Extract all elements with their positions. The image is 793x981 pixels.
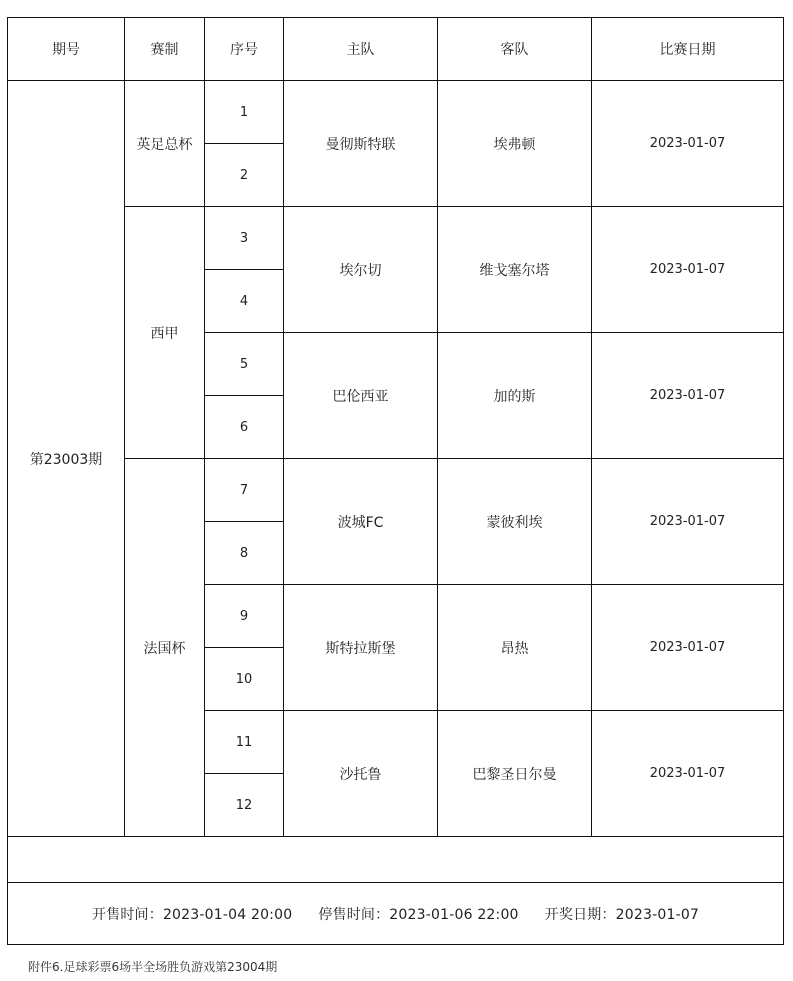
seq-cell: 4 xyxy=(205,270,284,333)
header-date: 比赛日期 xyxy=(592,18,784,81)
header-away: 客队 xyxy=(438,18,592,81)
home-team-cell: 曼彻斯特联 xyxy=(284,81,438,207)
seq-cell: 7 xyxy=(205,459,284,522)
away-team-cell: 蒙彼利埃 xyxy=(438,459,592,585)
competition-cell: 法国杯 xyxy=(125,459,205,837)
match-date-cell: 2023-01-07 xyxy=(592,333,784,459)
sale-info-cell xyxy=(8,883,784,945)
home-team-cell: 沙托鲁 xyxy=(284,711,438,837)
match-date-cell: 2023-01-07 xyxy=(592,711,784,837)
match-date-cell: 2023-01-07 xyxy=(592,585,784,711)
table-row xyxy=(8,207,784,270)
period-value: 第23003期 xyxy=(8,81,125,837)
away-team-cell: 昂热 xyxy=(438,585,592,711)
match-date-cell: 2023-01-07 xyxy=(592,207,784,333)
seq-cell: 1 xyxy=(205,81,284,144)
seq-cell: 8 xyxy=(205,522,284,585)
header-row xyxy=(8,18,784,81)
seq-cell: 2 xyxy=(205,144,284,207)
match-date-cell: 2023-01-07 xyxy=(592,459,784,585)
home-team-cell: 波城FC xyxy=(284,459,438,585)
header-seq: 序号 xyxy=(205,18,284,81)
seq-cell: 11 xyxy=(205,711,284,774)
sale-start-time: 开售时间：2023-01-04 20:00 xyxy=(91,906,293,923)
seq-cell: 10 xyxy=(205,648,284,711)
blank-cell xyxy=(8,837,784,883)
competition-cell: 西甲 xyxy=(125,207,205,459)
away-team-cell: 加的斯 xyxy=(438,333,592,459)
draw-date: 开奖日期：2023-01-07 xyxy=(544,906,700,923)
competition-cell: 英足总杯 xyxy=(125,81,205,207)
seq-cell: 5 xyxy=(205,333,284,396)
table-row xyxy=(8,81,784,144)
home-team-cell: 巴伦西亚 xyxy=(284,333,438,459)
sale-info-line xyxy=(92,907,699,923)
seq-cell: 6 xyxy=(205,396,284,459)
away-team-cell: 维戈塞尔塔 xyxy=(438,207,592,333)
sale-stop-time: 停售时间：2023-01-06 22:00 xyxy=(318,906,519,923)
footnote: 附件6.足球彩票6场半全场胜负游戏第23004期 xyxy=(28,960,278,974)
home-team-cell: 斯特拉斯堡 xyxy=(284,585,438,711)
seq-cell: 12 xyxy=(205,774,284,837)
header-competition: 赛制 xyxy=(125,18,205,81)
seq-cell: 9 xyxy=(205,585,284,648)
blank-row xyxy=(8,837,784,883)
seq-cell: 3 xyxy=(205,207,284,270)
table-row xyxy=(8,459,784,522)
match-date-cell: 2023-01-07 xyxy=(592,81,784,207)
sale-info-row xyxy=(8,883,784,945)
header-home: 主队 xyxy=(284,18,438,81)
home-team-cell: 埃尔切 xyxy=(284,207,438,333)
schedule-table xyxy=(7,17,784,945)
away-team-cell: 巴黎圣日尔曼 xyxy=(438,711,592,837)
header-period: 期号 xyxy=(8,18,125,81)
away-team-cell: 埃弗顿 xyxy=(438,81,592,207)
